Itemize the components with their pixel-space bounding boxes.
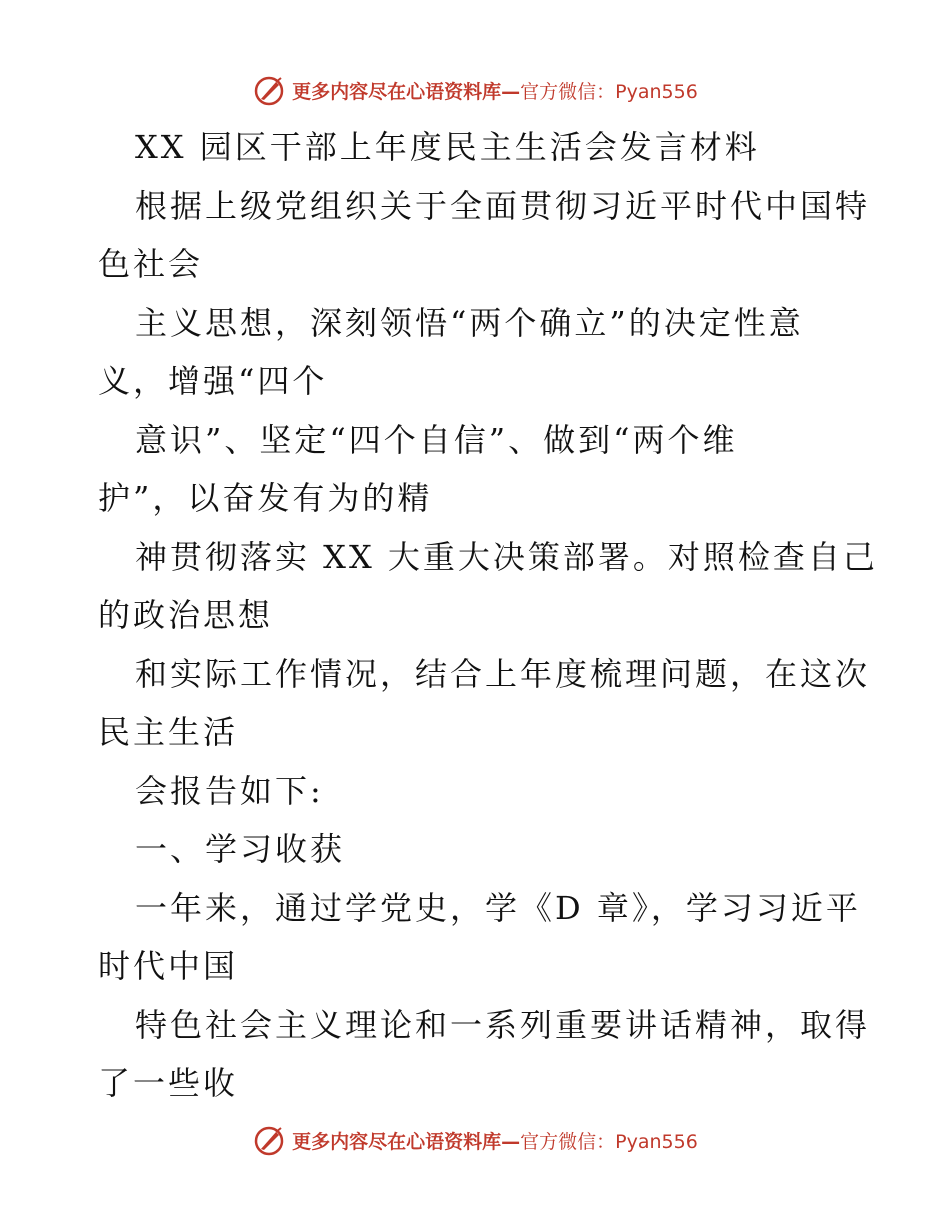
paragraph-line: 特色社会主义理论和一系列重要讲话精神，取得 <box>135 1005 871 1044</box>
paragraph-line: 色社会 <box>98 245 204 283</box>
paragraph-line: 意识”、坚定“四个自信”、做到“两个维 <box>135 420 738 459</box>
paragraph-line: 一年来，通过学党史，学《D 章》，学习习近平 <box>135 888 861 927</box>
paragraph-line: 根据上级党组织关于全面贯彻习近平时代中国特 <box>135 186 871 225</box>
footer-banner <box>0 1120 950 1160</box>
document-title: XX 园区干部上年度民主生活会发言材料 <box>135 128 760 166</box>
paragraph-line: 民主生活 <box>98 713 239 751</box>
paragraph-line: 神贯彻落实 XX 大重大决策部署。对照检查自己 <box>135 537 878 576</box>
banner-text: 更多内容尽在心语资料库—官方微信：Pyan556 <box>292 1130 698 1153</box>
paragraph-line: 时代中国 <box>98 947 239 985</box>
paragraph-line: 的政治思想 <box>98 596 274 634</box>
banner-text: 更多内容尽在心语资料库—官方微信：Pyan556 <box>292 80 698 103</box>
paragraph-line: 主义思想，深刻领悟“两个确立”的决定性意 <box>135 303 804 342</box>
paragraph-line: 会报告如下: <box>135 771 324 810</box>
paragraph-line: 和实际工作情况，结合上年度梳理问题，在这次 <box>135 654 871 693</box>
section-heading: 一、学习收获 <box>135 830 346 868</box>
quill-pen-logo-icon <box>252 1123 286 1157</box>
quill-pen-logo-icon <box>252 73 286 107</box>
header-banner <box>0 70 950 110</box>
paragraph-line: 护”，以奋发有为的精 <box>98 479 433 517</box>
paragraph-line: 了一些收 <box>98 1064 239 1102</box>
document-body <box>98 118 878 1113</box>
paragraph-line: 义，增强“四个 <box>98 362 328 400</box>
